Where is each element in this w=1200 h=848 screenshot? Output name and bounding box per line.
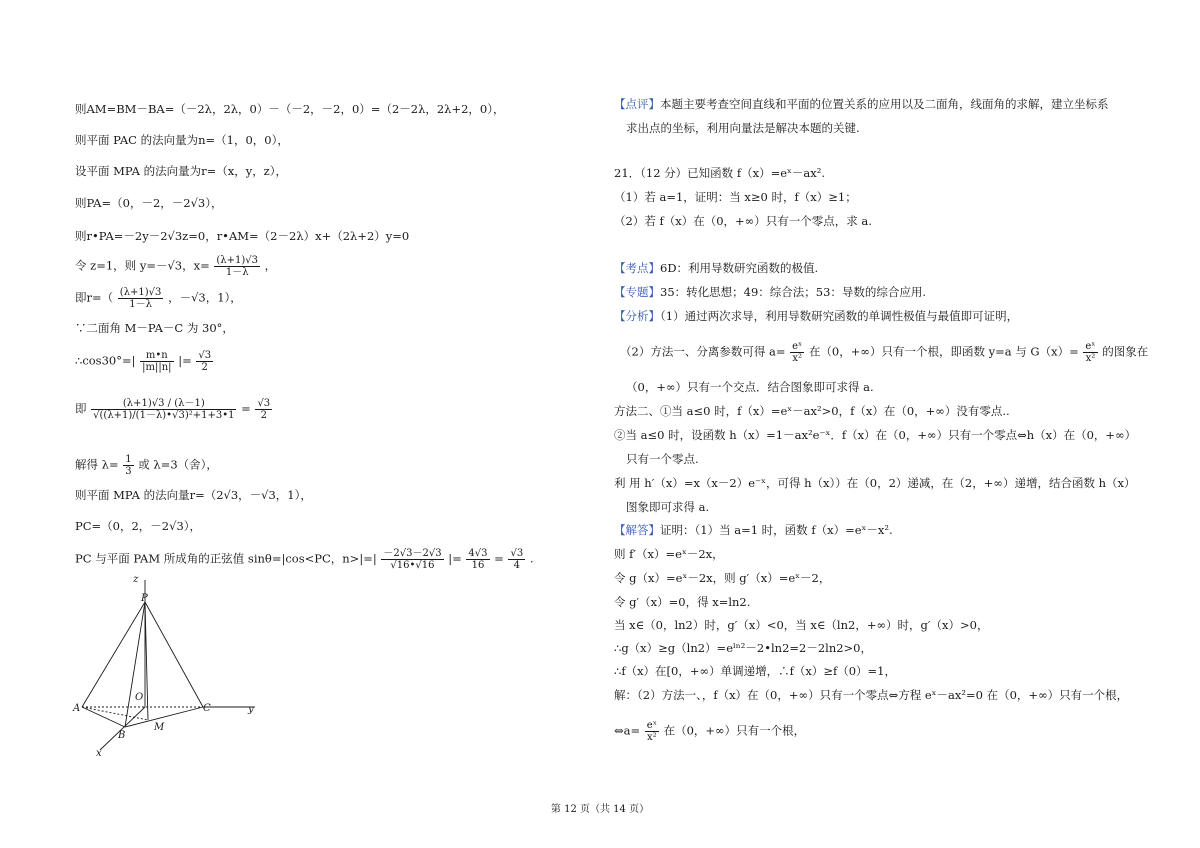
solution-line-2: 则 f′（x）=eˣ－2x， bbox=[614, 547, 724, 561]
solution-line-8: 解：（2）方法一、，f（x）在（0，+∞）只有一个零点⇔方程 eˣ－ax²=0 在（0，+∞）只有一个根， bbox=[614, 688, 1129, 702]
numerator: (λ+1)√3 bbox=[119, 287, 162, 298]
solution-line-5: 当 x∈（0，ln2）时，g′（x）<0，当 x∈（ln2，+∞）时，g′（x）>0， bbox=[614, 618, 989, 632]
topic bbox=[614, 284, 926, 300]
numerator: √3 bbox=[257, 398, 271, 409]
text: . bbox=[529, 551, 534, 566]
analysis-line-7: 利 用 h′（x）=x（x－2）e⁻ˣ，可得 h（x））在（0，2）递减，在（2，+∞）递增，结合函数 h（x） bbox=[614, 476, 1136, 490]
analysis-line-4: 方法二、①当 a≤0 时，f（x）=eˣ－ax²>0，f（x）在（0，+∞）没有零点.. bbox=[614, 404, 1010, 418]
fraction bbox=[123, 454, 133, 477]
line-equation-lambda bbox=[75, 398, 273, 421]
solution-line-9 bbox=[614, 720, 805, 743]
denominator: 4 bbox=[513, 560, 521, 571]
numerator: －2√3－2√3 bbox=[383, 548, 442, 559]
text: （2）方法一、分离参数可得 a= bbox=[620, 344, 786, 359]
line-dot-products: 则r•PA=－2y－2√3z=0，r•AM=（2－2λ）x+（2λ+2）y=0 bbox=[75, 229, 410, 243]
line-vector-am: 则AM=BM－BA=（－2λ，2λ，0）－（－2，－2，0）=（2－2λ，2λ+2，0）， bbox=[75, 102, 505, 116]
line-solve-lambda bbox=[75, 454, 218, 477]
fraction bbox=[140, 350, 173, 373]
numerator: √3 bbox=[510, 548, 524, 559]
numerator: m•n bbox=[140, 350, 173, 362]
text: 即 bbox=[75, 401, 87, 416]
denominator: 3 bbox=[125, 466, 132, 477]
numerator: (λ+1)√3 / (λ－1) bbox=[91, 398, 236, 410]
fraction bbox=[214, 255, 260, 278]
text: ， bbox=[264, 258, 277, 273]
denominator: 1－λ bbox=[129, 299, 152, 310]
solution-line-6: ∴g（x）≥g（ln2）=eˡⁿ²－2•ln2=2－2ln2>0， bbox=[614, 641, 873, 655]
analysis-line-1 bbox=[614, 308, 1018, 324]
text: 令 z=1，则 y=－√3，x= bbox=[75, 258, 210, 273]
numerator: 1 bbox=[125, 454, 132, 465]
edge-pb bbox=[125, 602, 145, 727]
tag-solution: 【解答】 bbox=[614, 523, 660, 537]
line-vector-pa: 则PA=（0，－2，－2√3）， bbox=[75, 196, 223, 210]
text: ∴cos30°=| bbox=[75, 353, 136, 368]
fraction bbox=[1083, 341, 1097, 364]
denominator: 2 bbox=[260, 410, 267, 421]
numerator: eˣ bbox=[646, 720, 657, 731]
line-vector-pc: PC=（0，2，－2√3）， bbox=[75, 519, 202, 533]
text: |= bbox=[448, 551, 462, 566]
knowledge-point bbox=[614, 260, 818, 276]
problem-21-part1: （1）若 a=1，证明：当 x≥0 时，f（x）≥1； bbox=[614, 190, 857, 204]
denominator: √((λ+1)/(1－λ)•√3)²+1+3•1 bbox=[93, 410, 235, 421]
denominator: x² bbox=[1085, 353, 1096, 364]
comment-line-1 bbox=[614, 96, 1109, 112]
text: 的图象在 bbox=[1102, 344, 1149, 359]
line-r-vector bbox=[75, 287, 242, 310]
fraction bbox=[381, 548, 443, 571]
analysis-line-5: ②当 a≤0 时，设函数 h（x）=1－ax²e⁻ˣ．f（x）在（0，+∞）只有一个零点⇔h（x）在（0，+∞） bbox=[614, 428, 1137, 442]
numerator: (λ+1)√3 bbox=[216, 255, 259, 266]
fraction bbox=[196, 350, 213, 373]
solution-line-7: ∴f（x）在[0，+∞）单调递增，∴f（x）≥f（0）=1， bbox=[614, 664, 896, 678]
numerator: √3 bbox=[198, 350, 212, 361]
numerator: eˣ bbox=[1085, 341, 1096, 352]
line-normal-mpa-setup: 设平面 MPA 的法向量为r=（x，y，z）， bbox=[75, 164, 287, 178]
label-y: y bbox=[248, 704, 254, 715]
line-normal-mpa-result: 则平面 MPA 的法向量r=（2√3，－√3，1）， bbox=[75, 488, 312, 502]
text: ，－√3，1）， bbox=[168, 290, 242, 305]
tag-knowledge: 【考点】 bbox=[614, 261, 660, 275]
label-b: B bbox=[118, 730, 126, 741]
numerator: 4√3 bbox=[468, 548, 488, 559]
analysis-line-2 bbox=[620, 341, 1148, 364]
x-axis bbox=[100, 707, 145, 750]
tag-comment: 【点评】 bbox=[614, 97, 660, 111]
comment-line-2: 求出点的坐标，利用向量法是解决本题的关键. bbox=[626, 121, 860, 135]
fraction bbox=[645, 720, 659, 743]
fraction bbox=[466, 548, 489, 571]
text: 在（0，+∞）只有一个根， bbox=[663, 723, 806, 738]
text: （1）通过两次求导，利用导数研究函数的单调性极值与最值即可证明， bbox=[660, 309, 1019, 323]
page-footer: 第 12 页（共 14 页） bbox=[550, 804, 650, 815]
tag-topic: 【专题】 bbox=[614, 285, 660, 299]
text: 证明：（1）当 a=1 时，函数 f（x）=eˣ－x². bbox=[660, 523, 893, 537]
fraction bbox=[255, 398, 272, 421]
denominator: x² bbox=[647, 732, 657, 743]
text: = bbox=[241, 401, 251, 416]
denominator: 1－λ bbox=[225, 267, 249, 278]
label-z: z bbox=[133, 574, 139, 585]
text: 解得 λ= bbox=[75, 457, 119, 472]
text: 6D：利用导数研究函数的极值. bbox=[660, 261, 819, 275]
denominator: √16•√16 bbox=[390, 560, 435, 571]
text: PC 与平面 PAM 所成角的正弦值 sinθ=|cos<PC，n>|=| bbox=[75, 551, 377, 566]
denominator: 16 bbox=[471, 560, 485, 571]
label-x: x bbox=[96, 748, 102, 759]
denominator: 2 bbox=[201, 362, 208, 373]
solution-line-3: 令 g（x）=eˣ－2x，则 g′（x）=eˣ－2， bbox=[614, 571, 831, 585]
label-p: P bbox=[141, 593, 148, 604]
denominator: |m||n| bbox=[142, 362, 172, 373]
problem-21-title: 21．（12 分）已知函数 f（x）=eˣ－ax². bbox=[614, 166, 825, 180]
line-let-z bbox=[75, 255, 276, 278]
problem-21-part2: （2）若 f（x）在（0，+∞）只有一个零点，求 a. bbox=[614, 214, 872, 228]
line-cos30 bbox=[75, 350, 214, 373]
text: 35：转化思想；49：综合法；53：导数的综合应用. bbox=[660, 285, 927, 299]
line-normal-pac: 则平面 PAC 的法向量为n=（1，0，0）， bbox=[75, 133, 289, 147]
fraction bbox=[508, 548, 525, 571]
label-m: M bbox=[154, 722, 165, 733]
label-a: A bbox=[73, 703, 81, 714]
numerator: eˣ bbox=[792, 341, 803, 352]
analysis-line-3: （0，+∞）只有一个交点．结合图象即可求得 a. bbox=[626, 380, 874, 394]
edge-pc bbox=[145, 602, 203, 707]
label-o: O bbox=[135, 692, 144, 703]
analysis-line-6: 只有一个零点. bbox=[626, 452, 699, 466]
pyramid-figure bbox=[70, 572, 270, 762]
text: 在（0，+∞）只有一个根，即函数 y=a 与 G（x）= bbox=[808, 344, 1079, 359]
line-sine-angle bbox=[75, 548, 534, 571]
analysis-line-8: 图象即可求得 a. bbox=[626, 500, 710, 514]
fraction bbox=[118, 287, 164, 310]
line-dihedral: ∵二面角 M－PA－C 为 30°， bbox=[75, 321, 234, 335]
fraction bbox=[91, 398, 236, 421]
solution-line-4: 令 g′（x）=0，得 x=ln2. bbox=[614, 595, 751, 609]
label-c: C bbox=[203, 703, 211, 714]
text: ⇔a= bbox=[614, 723, 641, 738]
text: |= bbox=[178, 353, 192, 368]
fraction bbox=[790, 341, 804, 364]
text: = bbox=[494, 551, 504, 566]
edge-ab bbox=[82, 707, 125, 727]
tag-analysis: 【分析】 bbox=[614, 309, 660, 323]
text: 即r=（ bbox=[75, 290, 114, 305]
solution-line-1 bbox=[614, 522, 893, 538]
denominator: x² bbox=[792, 353, 803, 364]
text: 本题主要考查空间直线和平面的位置关系的应用以及二面角，线面角的求解，建立坐标系 bbox=[660, 97, 1109, 111]
text: 或 λ=3（舍）， bbox=[138, 457, 218, 472]
